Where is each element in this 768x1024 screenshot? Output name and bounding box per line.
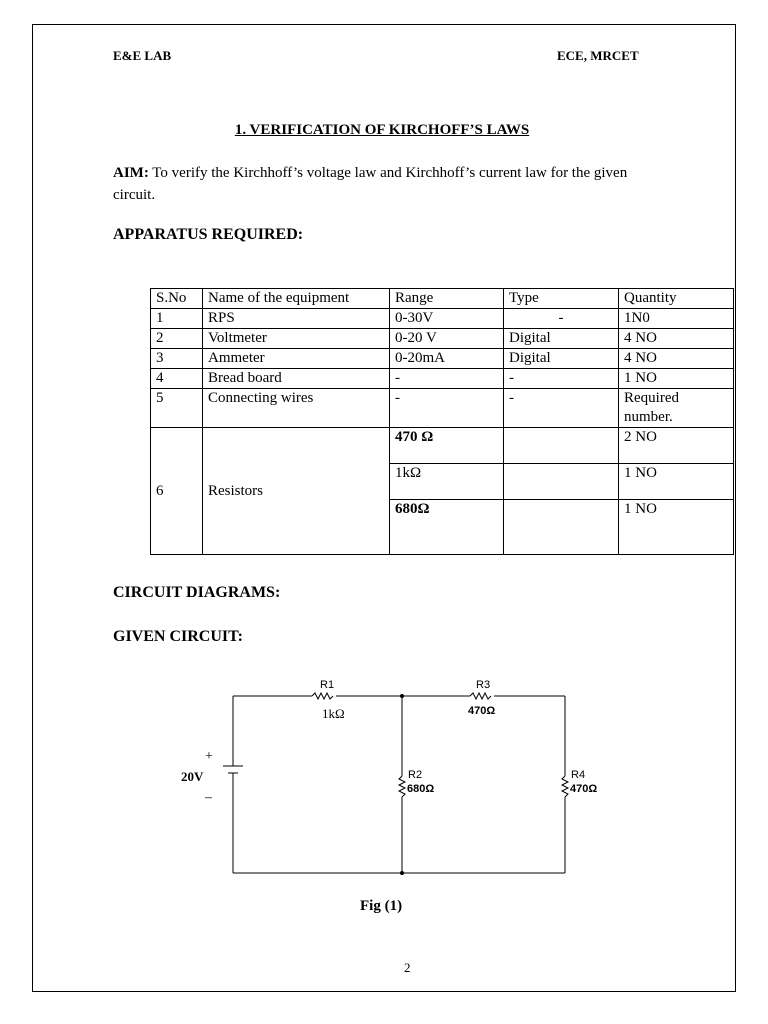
aim-text: To verify the Kirchhoff’s voltage law and Kirchhoff’s current law for the given circuit. bbox=[113, 165, 628, 203]
cell-type: - bbox=[504, 309, 619, 329]
apparatus-heading: APPARATUS REQUIRED: bbox=[113, 226, 304, 243]
r2-resistor bbox=[399, 776, 405, 797]
cell-equipment: Voltmeter bbox=[203, 329, 390, 349]
header-sno: S.No bbox=[151, 289, 203, 309]
header-right: ECE, MRCET bbox=[557, 48, 639, 63]
r1-resistor bbox=[312, 693, 333, 699]
cell-type: - bbox=[504, 369, 619, 389]
figure-caption: Fig (1) bbox=[360, 898, 403, 914]
r2-value: 680Ω bbox=[407, 783, 435, 795]
cell-range: 470 Ω bbox=[390, 428, 504, 464]
cell-sno: 4 bbox=[151, 369, 203, 389]
cell-sno: 6 bbox=[151, 428, 203, 555]
cell-quantity: 1 NO bbox=[619, 369, 734, 389]
cell-quantity: 4 NO bbox=[619, 329, 734, 349]
cell-sno: 3 bbox=[151, 349, 203, 369]
header-equipment: Name of the equipment bbox=[203, 289, 390, 309]
given-circuit-heading: GIVEN CIRCUIT: bbox=[113, 628, 243, 645]
r1-value: 1kΩ bbox=[322, 706, 345, 721]
cell-quantity: 1 NO bbox=[619, 500, 734, 555]
cell-range: 0-20mA bbox=[390, 349, 504, 369]
cell-quantity: Required number. bbox=[619, 389, 734, 428]
r4-name: R4 bbox=[571, 769, 586, 781]
aim-label: AIM: bbox=[113, 165, 149, 181]
source-voltage-label: 20V bbox=[181, 769, 204, 784]
cell-range: 680Ω bbox=[390, 500, 504, 555]
cell-equipment: Ammeter bbox=[203, 349, 390, 369]
cell-quantity: 2 NO bbox=[619, 428, 734, 464]
r3-resistor bbox=[470, 693, 491, 699]
r1-name: R1 bbox=[320, 679, 335, 691]
table-row bbox=[151, 389, 734, 428]
page-title-text: 1. VERIFICATION OF KIRCHOFF’S LAWS bbox=[234, 122, 530, 138]
cell-equipment: Bread board bbox=[203, 369, 390, 389]
cell-type: Digital bbox=[504, 349, 619, 369]
header-type: Type bbox=[504, 289, 619, 309]
circuit-diagrams-heading: CIRCUIT DIAGRAMS: bbox=[113, 584, 281, 601]
cell-range: 0-20 V bbox=[390, 329, 504, 349]
table-row bbox=[151, 309, 734, 329]
table-row bbox=[151, 369, 734, 389]
cell-type bbox=[504, 428, 619, 464]
table-row bbox=[151, 329, 734, 349]
r3-name: R3 bbox=[476, 679, 491, 691]
header-left: E&E LAB bbox=[113, 48, 172, 63]
cell-quantity: 1 NO bbox=[619, 464, 734, 500]
cell-type: - bbox=[504, 389, 619, 428]
circuit-diagram bbox=[170, 670, 610, 880]
cell-quantity: 4 NO bbox=[619, 349, 734, 369]
r2-name: R2 bbox=[408, 769, 423, 781]
plus-sign: + bbox=[205, 749, 213, 764]
minus-sign: – bbox=[205, 790, 212, 805]
header-quantity: Quantity bbox=[619, 289, 734, 309]
cell-range: 0-30V bbox=[390, 309, 504, 329]
cell-sno: 2 bbox=[151, 329, 203, 349]
r3-value: 470Ω bbox=[468, 705, 496, 717]
apparatus-table bbox=[150, 288, 734, 555]
cell-type bbox=[504, 500, 619, 555]
r4-value: 470Ω bbox=[570, 783, 598, 795]
r4-resistor bbox=[562, 776, 568, 797]
node-bottom bbox=[400, 871, 404, 875]
cell-type bbox=[504, 464, 619, 500]
cell-quantity: 1N0 bbox=[619, 309, 734, 329]
table-row-resistors bbox=[151, 428, 734, 464]
cell-sno: 1 bbox=[151, 309, 203, 329]
cell-sno: 5 bbox=[151, 389, 203, 428]
table-row bbox=[151, 349, 734, 369]
table-header-row bbox=[151, 289, 734, 309]
cell-equipment: Resistors bbox=[203, 428, 390, 555]
cell-range: 1kΩ bbox=[390, 464, 504, 500]
aim-paragraph bbox=[113, 162, 673, 206]
page-number: 2 bbox=[404, 960, 411, 975]
cell-equipment: RPS bbox=[203, 309, 390, 329]
cell-type: Digital bbox=[504, 329, 619, 349]
cell-range: - bbox=[390, 369, 504, 389]
page-title bbox=[0, 122, 768, 139]
cell-equipment: Connecting wires bbox=[203, 389, 390, 428]
node-top bbox=[400, 694, 404, 698]
header-range: Range bbox=[390, 289, 504, 309]
cell-range: - bbox=[390, 389, 504, 428]
